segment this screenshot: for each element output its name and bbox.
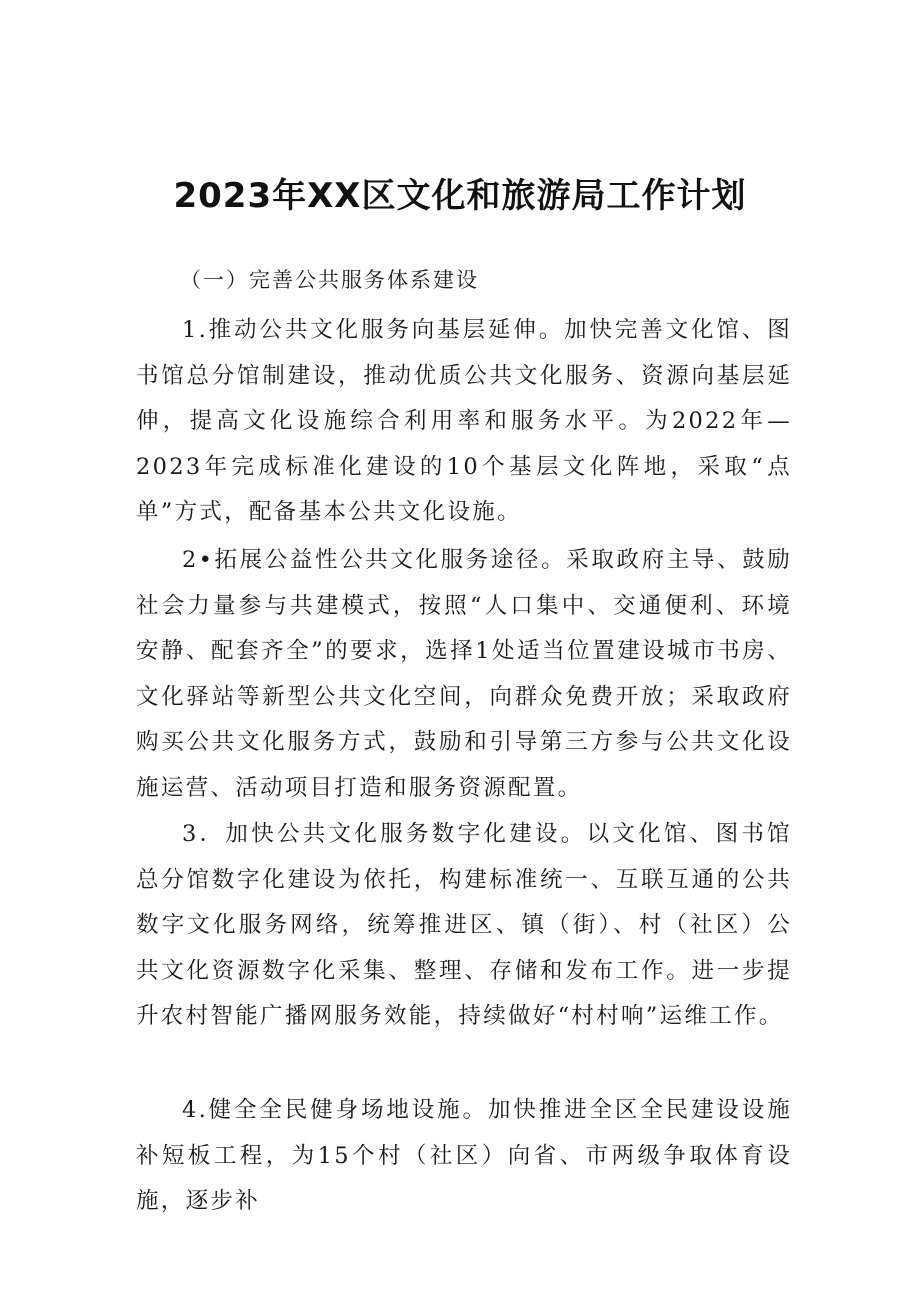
paragraph-3: 3．加快公共文化服务数字化建设。以文化馆、图书馆总分馆数字化建设为依托，构建标准统一、互联互通的公共数字文化服务网络，统筹推进区、镇（街）、村（社区）公共文化资源数字化采集、整理、存储和发布工作。进一步提升农村智能广播网服务效能，持续做好“村村响”运维工作。	[136, 821, 792, 1030]
document-title: 2023年XX区文化和旅游局工作计划	[173, 176, 747, 216]
paragraph-1: 1.推动公共文化服务向基层延伸。加快完善文化馆、图书馆总分馆制建设，推动优质公共文化服务、资源向基层延伸，提高文化设施综合利用率和服务水平。为2022年—2023年完成标准化建设的10个基层文化阵地，采取“点单”方式，配备基本公共文化设施。	[136, 317, 792, 526]
paragraph-2: 2•拓展公益性公共文化服务途径。采取政府主导、鼓励社会力量参与共建模式，按照“人口集中、交通便利、环境安静、配套齐全”的要求，选择1处适当位置建设城市书房、文化驿站等新型公共文化空间，向群众免费开放；采取政府购买公共文化服务方式，鼓励和引导第三方参与公共文化设施运营、活动项目打造和服务资源配置。	[136, 547, 792, 801]
paragraph-4: 4.健全全民健身场地设施。加快推进全区全民建设设施补短板工程，为15个村（社区）向省、市两级争取体育设施，逐步补	[136, 1097, 792, 1215]
section-heading: （一）完善公共服务体系建设	[180, 268, 479, 292]
